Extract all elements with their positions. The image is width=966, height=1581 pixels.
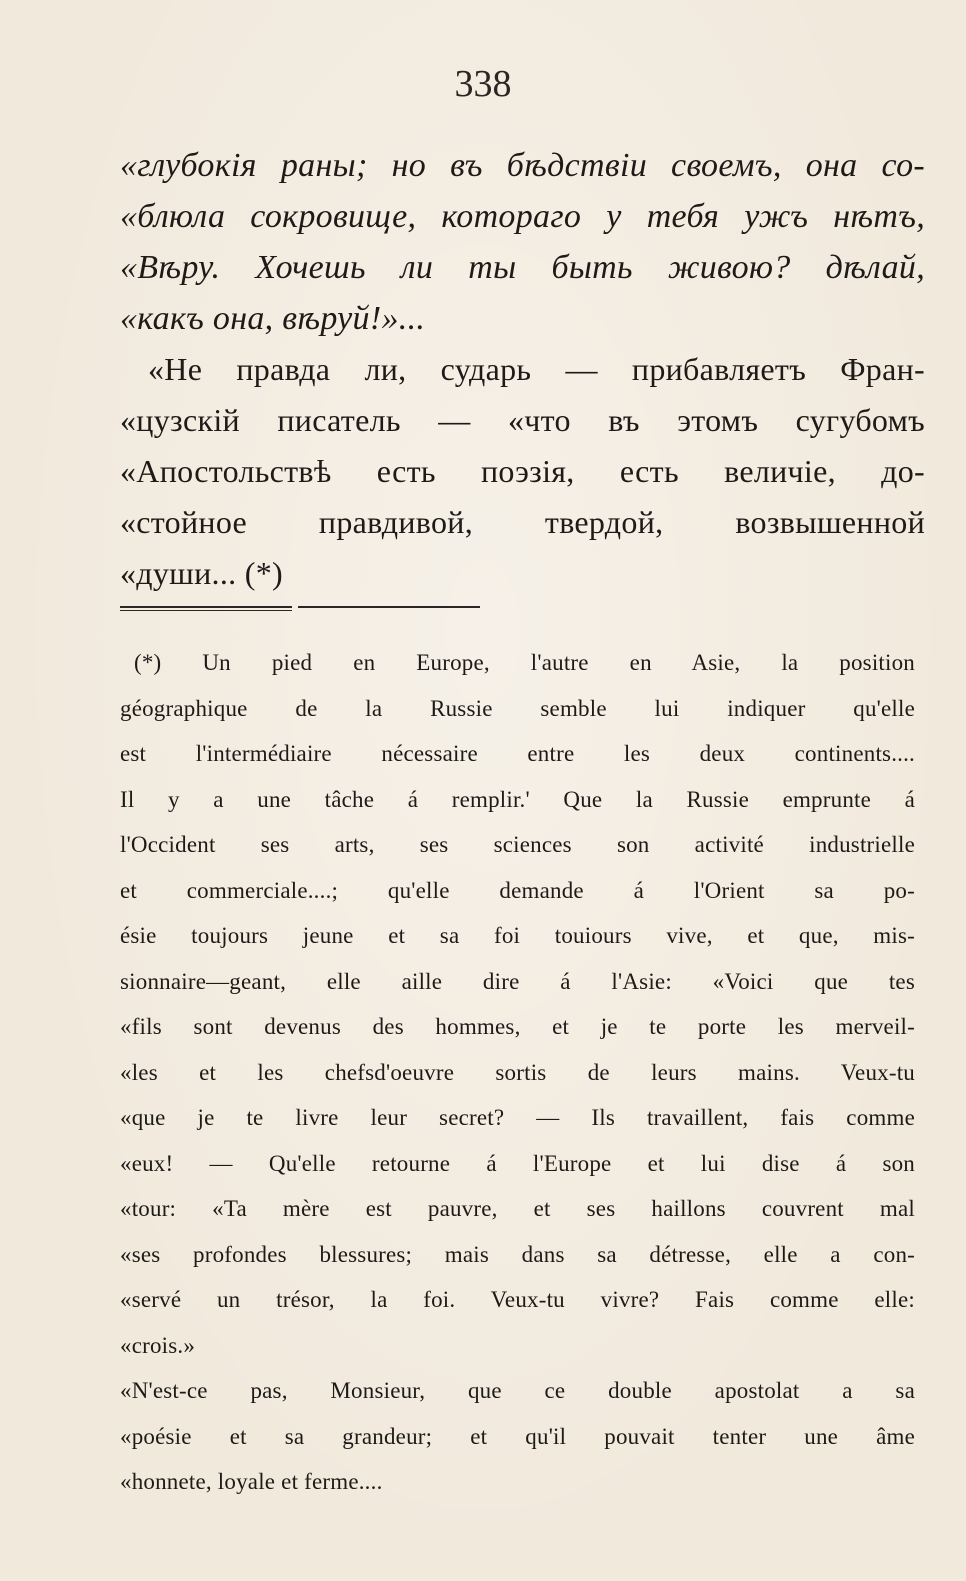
main-text-block (120, 140, 925, 599)
main-line-8: «стойное правдивой, твердой, возвышенной (120, 504, 925, 540)
footnote-line-11: «que je te livre leur secret? — Ils travaillent, fais comme (120, 1105, 915, 1130)
footnote-line-15: «servé un trésor, la foi. Veux-tu vivre? Fais comme elle: (120, 1287, 915, 1312)
footnote-line-17: «N'est-ce pas, Monsieur, que ce double apostolat a sa (120, 1378, 915, 1403)
main-line-3: «Вѣру. Хочешь ли ты быть живою? дѣлай, (120, 249, 925, 286)
main-line-7: «Апостольствѣ есть поэзія, есть величіе, до- (120, 453, 925, 489)
main-line-4: «какъ она, вѣруй!»... (120, 300, 426, 337)
footnote-line-6: et commerciale....; qu'elle demande á l'Orient sa po- (120, 877, 915, 903)
footnote-line-5: l'Occident ses arts, ses sciences son activité industrielle (120, 832, 915, 857)
footnote-line-4: Il y a une tâche á remplir.' Que la Russie emprunte á (120, 786, 915, 812)
footnote-line-2: géographique de la Russie semble lui indiquer qu'elle (120, 695, 915, 721)
main-line-9: «души... (*) (120, 555, 283, 591)
footnote-line-8: sionnaire—geant, elle aille dire á l'Asie: «Voici que tes (120, 968, 915, 994)
rule-segment-right (298, 606, 480, 608)
footnote-line-3: est l'intermédiaire nécessaire entre les deux continents.... (120, 741, 915, 766)
footnote-line-14: «ses profondes blessures; mais dans sa détresse, elle a con- (120, 1241, 915, 1267)
footnote-line-1: (*) Un pied en Europe, l'autre en Asie, la position (134, 650, 915, 675)
rule-segment-left (120, 606, 292, 608)
footnote-line-12: «eux! — Qu'elle retourne á l'Europe et lui dise á son (120, 1150, 915, 1176)
main-line-5: «Не правда ли, сударь — прибавляетъ Фран- (148, 351, 925, 387)
rule-underline (120, 610, 292, 611)
main-line-6: «цузскій писатель — «что въ этомъ сугубомъ (120, 402, 925, 438)
footnote-block (120, 640, 915, 1505)
footnote-line-16: «crois.» (120, 1332, 196, 1358)
main-line-2: «блюла сокровище, котораго у тебя ужъ нѣтъ, (120, 198, 925, 235)
footnote-line-7: ésie toujours jeune et sa foi touiours vive, et que, mis- (120, 923, 915, 948)
footnote-separator-rule (120, 606, 480, 614)
footnote-line-19: «honnete, loyale et ferme.... (120, 1469, 383, 1494)
footnote-line-9: «fils sont devenus des hommes, et je te porte les merveil- (120, 1014, 915, 1039)
footnote-line-13: «tour: «Ta mère est pauvre, et ses haillons couvrent mal (120, 1196, 915, 1221)
footnote-line-18: «poésie et sa grandeur; et qu'il pouvait tenter une âme (120, 1423, 915, 1449)
footnote-line-10: «les et les chefsd'oeuvre sortis de leurs mains. Veux-tu (120, 1059, 915, 1085)
main-line-1: «глубокія раны; но въ бѣдствіи своемъ, она со- (120, 147, 925, 184)
page-number: 338 (454, 63, 512, 105)
